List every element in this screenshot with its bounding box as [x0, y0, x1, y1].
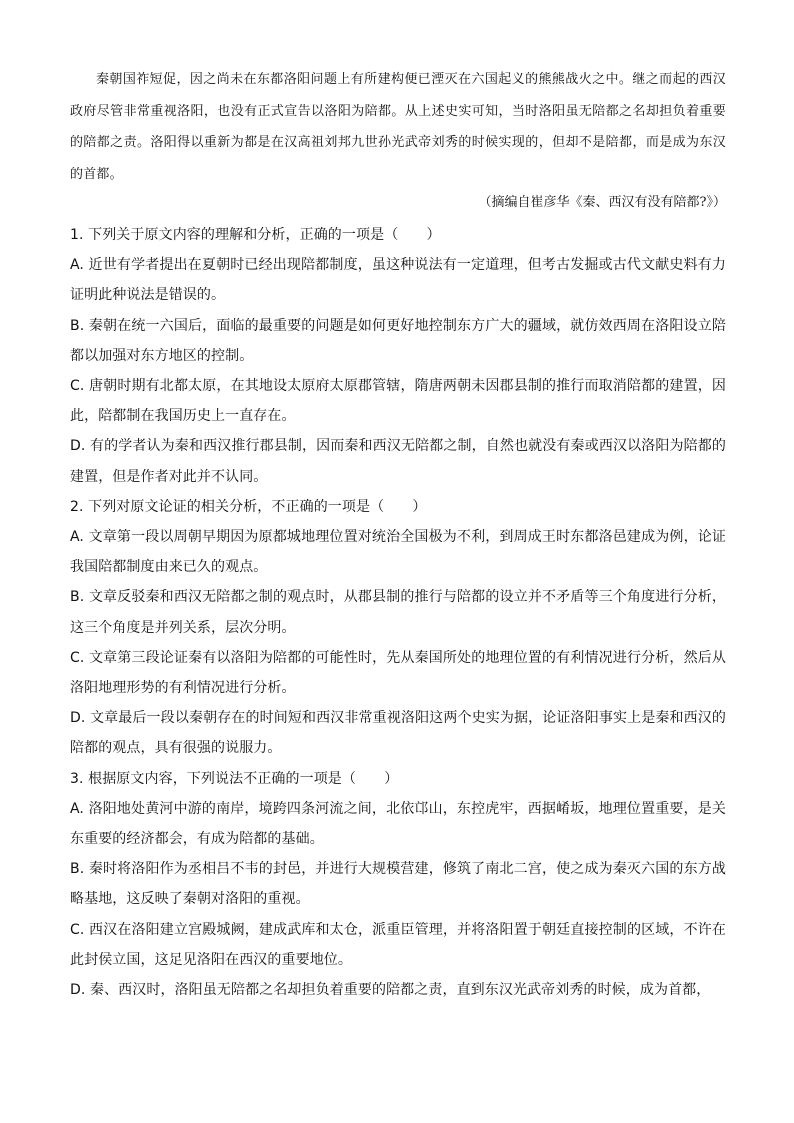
option-a: A. 洛阳地处黄河中游的南岸，境跨四条河流之间，北依邙山，东控虎牢，西据崤坂，地理位置重要，是关东重要的经济都会，有成为陪都的基础。	[70, 800, 726, 848]
question-2	[70, 492, 726, 764]
option-c: C. 唐朝时期有北都太原，在其地设太原府太原郡管辖，隋唐两朝未因郡县制的推行而取消陪都的建置，因此，陪都制在我国历史上一直存在。	[70, 378, 726, 425]
option-a: A. 近世有学者提出在夏朝时已经出现陪都制度，虽这种说法有一定道理，但考古发掘或古代文献史料有力证明此种说法是错误的。	[70, 257, 726, 304]
option-a: A. 文章第一段以周朝早期因为原都城地理位置对统治全国极为不利，到周成王时东都洛邑建成为例，论证我国陪都制度由来已久的观点。	[70, 529, 726, 576]
passage-source: （摘编自崔彦华《秦、西汉有没有陪都?》）	[478, 195, 726, 210]
option-d: D. 文章最后一段以秦朝存在的时间短和西汉非常重视洛阳这两个史实为据，论证洛阳事实上是秦和西汉的陪都的观点，具有很强的说服力。	[70, 710, 726, 757]
option-c: C. 西汉在洛阳建立宫殿城阙，建成武库和太仓，派重臣管理，并将洛阳置于朝廷直接控制的区域，不许在此封侯立国，这足见洛阳在西汉的重要地位。	[70, 921, 726, 968]
passage-paragraph: 秦朝国祚短促，因之尚未在东都洛阳问题上有所建构便已湮灭在六国起义的熊熊战火之中。继之而起的西汉政府尽管非常重视洛阳，也没有正式宣告以洛阳为陪都。从上述史实可知，当时洛阳虽无陪都之名却担负着重要的陪都之责。洛阳得以重新为都是在汉高祖刘邦九世孙光武帝刘秀的时候实现的，但却不是陪都，而是成为东汉的首都。	[70, 72, 726, 182]
document-page	[70, 64, 726, 1005]
option-b: B. 文章反驳秦和西汉无陪都之制的观点时，从郡县制的推行与陪都的设立并不矛盾等三个角度进行分析，这三个角度是并列关系，层次分明。	[70, 589, 726, 636]
option-b: B. 秦时将洛阳作为丞相吕不韦的封邑，并进行大规模营建，修筑了南北二宫，使之成为秦灭六国的东方战略基地，这反映了秦朝对洛阳的重视。	[70, 861, 726, 908]
option-c: C. 文章第三段论证秦有以洛阳为陪都的可能性时，先从秦国所处的地理位置的有利情况进行分析，然后从洛阳地理形势的有利情况进行分析。	[70, 649, 726, 697]
question-stem: 1. 下列关于原文内容的理解和分析，正确的一项是（ ）	[70, 227, 441, 243]
question-3	[70, 764, 726, 1006]
option-d: D. 有的学者认为秦和西汉推行郡县制，因而秦和西汉无陪都之制，自然也就没有秦或西汉以洛阳为陪都的建置，但是作者对此并不认同。	[70, 438, 726, 485]
question-1	[70, 220, 726, 492]
option-b: B. 秦朝在统一六国后，面临的最重要的问题是如何更好地控制东方广大的疆域，就仿效西周在洛阳设立陪都以加强对东方地区的控制。	[70, 317, 726, 364]
question-stem: 2. 下列对原文论证的相关分析，不正确的一项是（ ）	[70, 498, 427, 515]
option-d: D. 秦、西汉时，洛阳虽无陪都之名却担负着重要的陪都之责，直到东汉光武帝刘秀的时候，成为首都，	[70, 982, 711, 999]
question-stem: 3. 根据原文内容，下列说法不正确的一项是（ ）	[70, 770, 399, 787]
